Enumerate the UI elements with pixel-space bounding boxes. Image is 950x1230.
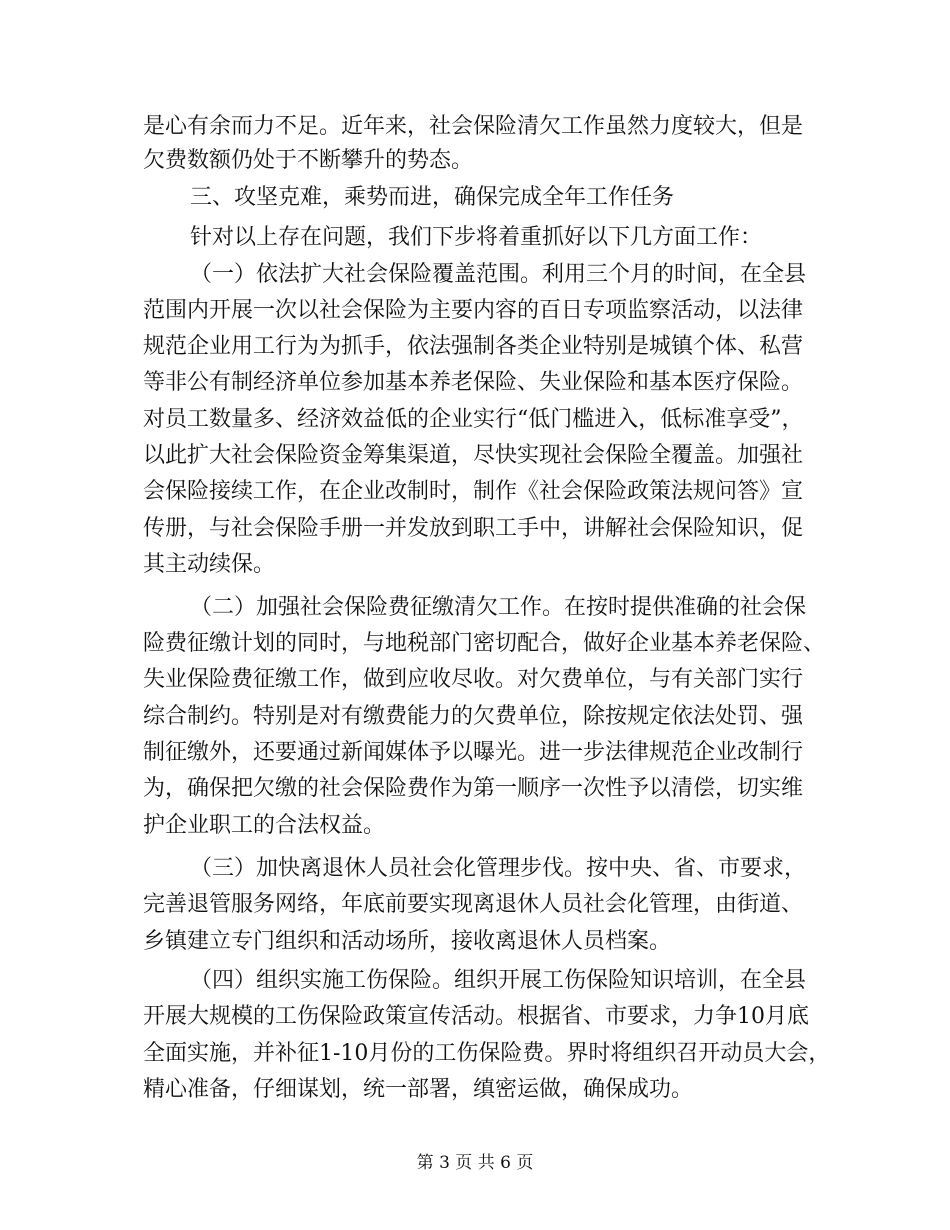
text-line: 综合制约。特别是对有缴费能力的欠费单位，除按规定依法处罚、强 [143, 704, 804, 729]
text-line: 失业保险费征缴工作，做到应收尽收。对欠费单位，与有关部门实行 [143, 667, 804, 692]
text-line: 精心准备，仔细谋划，统一部署，缜密运做，确保成功。 [143, 1077, 694, 1102]
text-line: （二）加强社会保险费征缴清欠工作。在按时提供准确的社会保 [190, 595, 807, 620]
text-line: 欠费数额仍处于不断攀升的势态。 [143, 148, 474, 173]
text-line: 以此扩大社会保险资金筹集渠道，尽快实现社会保险全覆盖。加强社 [143, 443, 804, 468]
text-line: 会保险接续工作，在企业改制时，制作《社会保险政策法规问答》宣 [143, 479, 804, 504]
text-line: 开展大规模的工伤保险政策宣传活动。根据省、市要求，力争10月底 [143, 1004, 809, 1029]
text-line: 范围内开展一次以社会保险为主要内容的百日专项监察活动，以法律 [143, 298, 804, 323]
text-line: （四）组织实施工伤保险。组织开展工伤保险知识培训，在全县 [190, 968, 807, 993]
page-footer: 第 3 页 共 6 页 [416, 1153, 534, 1173]
text-line: 乡镇建立专门组织和活动场所，接收离退休人员档案。 [143, 929, 672, 954]
text-line: 其主动续保。 [143, 552, 276, 577]
text-line: 全面实施，并补征1-10月份的工伤保险费。界时将组织召开动员大会， [143, 1041, 831, 1066]
text-line: 险费征缴计划的同时，与地税部门密切配合，做好企业基本养老保险、 [143, 631, 826, 656]
text-line: 等非公有制经济单位参加基本养老保险、失业保险和基本医疗保险。 [143, 370, 804, 395]
section-heading: 三、攻坚克难，乘势而进，确保完成全年工作任务 [190, 185, 675, 210]
text-line: 完善退管服务网络，年底前要实现离退休人员社会化管理，由街道、 [143, 892, 804, 917]
text-line: 为，确保把欠缴的社会保险费作为第一顺序一次性予以清偿，切实维 [143, 776, 804, 801]
text-line: （一）依法扩大社会保险覆盖范围。利用三个月的时间，在全县 [190, 262, 807, 287]
text-line: （三）加快离退休人员社会化管理步伐。按中央、省、市要求， [190, 856, 807, 881]
text-line: 制征缴外，还要通过新闻媒体予以曝光。进一步法律规范企业改制行 [143, 740, 804, 765]
text-line: 针对以上存在问题，我们下步将着重抓好以下几方面工作： [190, 225, 763, 250]
text-line: 护企业职工的合法权益。 [143, 813, 386, 838]
text-line: 是心有余而力不足。近年来，社会保险清欠工作虽然力度较大，但是 [143, 114, 804, 139]
text-line: 对员工数量多、经济效益低的企业实行“低门槛进入，低标准享受”， [143, 407, 804, 432]
text-line: 传册，与社会保险手册一并发放到职工手中，讲解社会保险知识，促 [143, 516, 804, 541]
text-line: 规范企业用工行为为抓手，依法强制各类企业特别是城镇个体、私营 [143, 334, 804, 359]
